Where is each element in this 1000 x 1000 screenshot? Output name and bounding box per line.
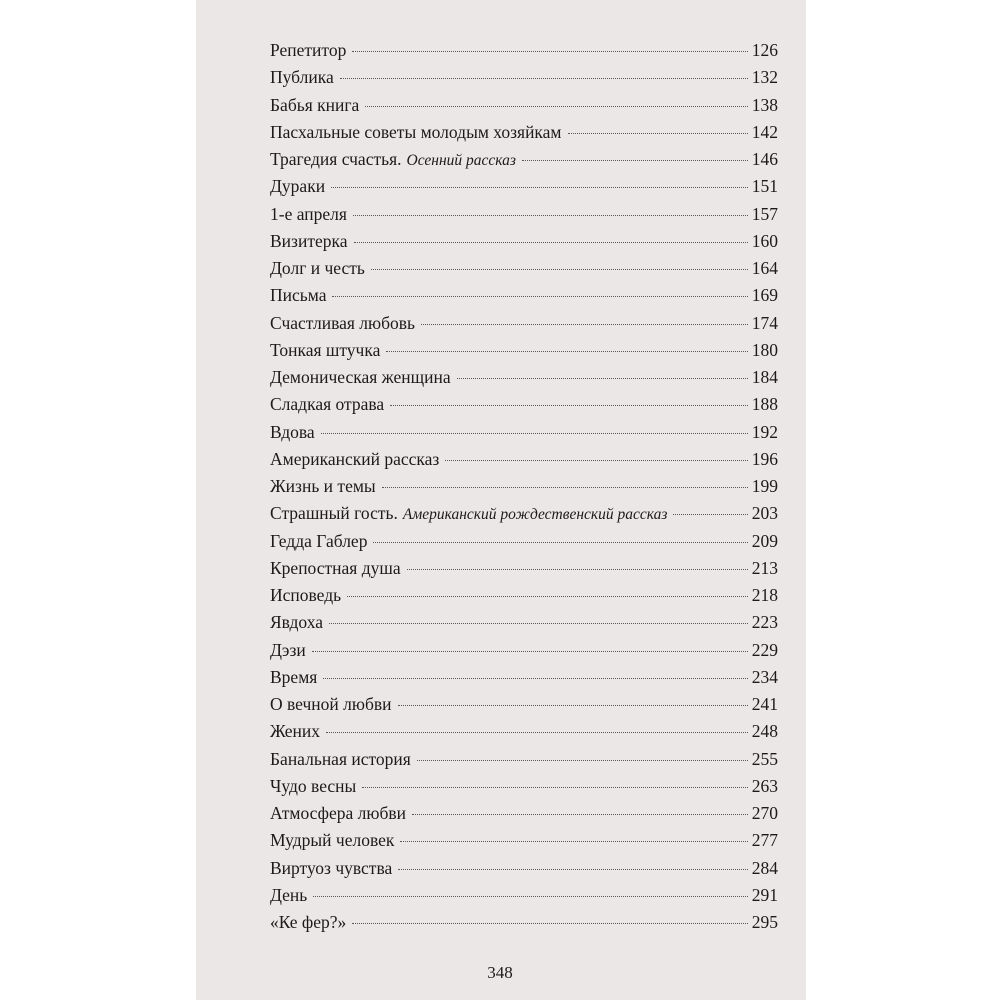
dot-leader (354, 242, 748, 243)
toc-entry (270, 830, 778, 857)
toc-entry (270, 640, 778, 667)
toc-entry-title: Гедда Габлер (270, 530, 368, 551)
toc-entry-page: 241 (751, 694, 778, 714)
dot-leader (371, 269, 748, 270)
toc-entry-page: 203 (751, 503, 778, 524)
toc-entry (270, 612, 778, 639)
dot-leader (323, 678, 747, 679)
dot-leader (390, 405, 748, 406)
toc-entry-page: 174 (751, 312, 778, 333)
dot-leader (340, 78, 748, 79)
table-of-contents (270, 40, 778, 939)
toc-entry (270, 340, 778, 367)
dot-leader (386, 351, 747, 352)
toc-entry-page: 213 (751, 557, 778, 578)
toc-entry (270, 749, 778, 776)
dot-leader (398, 869, 747, 870)
toc-entry-page: 157 (751, 203, 778, 224)
dot-leader (321, 433, 748, 434)
toc-entry-title: Атмосфера любви (270, 803, 406, 823)
toc-entry (270, 394, 778, 421)
dot-leader (332, 296, 747, 297)
toc-entry (270, 721, 778, 748)
toc-entry (270, 449, 778, 476)
toc-entry-page: 255 (751, 748, 778, 769)
dot-leader (362, 787, 747, 788)
toc-entry-title: Жизнь и темы (270, 476, 376, 496)
dot-leader (352, 51, 747, 52)
toc-entry-page: 192 (751, 421, 778, 442)
toc-entry-title: Чудо весны (270, 775, 357, 796)
dot-leader (421, 324, 748, 325)
toc-entry (270, 367, 778, 394)
dot-leader (412, 814, 748, 815)
dot-leader (365, 106, 747, 107)
toc-entry-title: 1-е апреля (270, 203, 347, 224)
toc-entry (270, 95, 778, 122)
toc-entry-page: 126 (751, 40, 778, 60)
dot-leader (329, 623, 748, 624)
toc-entry (270, 694, 778, 721)
toc-entry-page: 218 (751, 585, 778, 605)
dot-leader (568, 133, 748, 134)
toc-entry (270, 776, 778, 803)
toc-entry (270, 585, 778, 612)
toc-entry-title: Банальная история (270, 748, 411, 769)
toc-entry-title: Явдоха (270, 612, 324, 633)
toc-entry (270, 40, 778, 67)
dot-leader (457, 378, 748, 379)
toc-entry-page: 229 (751, 639, 778, 660)
toc-entry-title: Визитерка (270, 230, 348, 251)
toc-entry-page: 291 (751, 884, 778, 905)
toc-entry-title: Жених (270, 721, 321, 742)
dot-leader (673, 514, 747, 515)
toc-entry-page: 223 (751, 612, 778, 633)
toc-entry (270, 204, 778, 231)
toc-entry (270, 422, 778, 449)
toc-entry-page: 142 (751, 121, 778, 142)
toc-entry (270, 558, 778, 585)
dot-leader (522, 160, 748, 161)
toc-entry (270, 476, 778, 503)
toc-entry-title: Долг и честь (270, 258, 365, 278)
dot-leader (445, 460, 747, 461)
toc-entry-page: 209 (751, 530, 778, 551)
dot-leader (352, 923, 747, 924)
toc-entry-title: Страшный гость. (270, 503, 398, 524)
toc-entry-title: Мудрый человек (270, 830, 395, 851)
dot-leader (326, 732, 748, 733)
toc-entry (270, 149, 778, 176)
toc-entry (270, 858, 778, 885)
toc-entry-subtitle: Осенний рассказ (406, 152, 516, 169)
toc-entry (270, 531, 778, 558)
toc-entry-title: Американский рассказ (270, 448, 440, 469)
toc-entry-page: 188 (751, 394, 778, 415)
toc-entry-page: 169 (751, 285, 778, 306)
toc-entry-title: Крепостная душа (270, 557, 401, 578)
toc-entry-page: 151 (751, 176, 778, 197)
toc-entry-page: 248 (751, 721, 778, 742)
toc-entry-page: 295 (751, 912, 778, 932)
dot-leader (407, 569, 748, 570)
page-number: 348 (487, 963, 513, 982)
toc-entry-title: Вдова (270, 421, 315, 442)
dot-leader (373, 542, 747, 543)
toc-entry (270, 176, 778, 203)
toc-entry-page: 184 (751, 367, 778, 387)
toc-entry-page: 132 (751, 67, 778, 88)
toc-entry-title: Публика (270, 67, 334, 88)
dot-leader (347, 596, 748, 597)
toc-entry (270, 667, 778, 694)
dot-leader (400, 841, 747, 842)
toc-entry-page: 164 (751, 258, 778, 278)
dot-leader (417, 760, 748, 761)
toc-entry-title: Бабья книга (270, 94, 360, 115)
dot-leader (398, 705, 748, 706)
toc-entry (270, 313, 778, 340)
toc-entry-title: Репетитор (270, 40, 347, 60)
toc-entry (270, 122, 778, 149)
toc-entry-title: Исповедь (270, 585, 342, 605)
toc-entry-title: Счастливая любовь (270, 312, 416, 333)
toc-entry-title: О вечной любви (270, 694, 392, 714)
toc-entry-page: 263 (751, 775, 778, 796)
toc-entry (270, 67, 778, 94)
toc-entry-page: 138 (751, 94, 778, 115)
dot-leader (353, 215, 748, 216)
toc-entry-title: День (270, 884, 308, 905)
toc-entry-page: 234 (751, 666, 778, 687)
toc-entry-page: 284 (751, 857, 778, 878)
toc-entry-subtitle: Американский рождественский рассказ (402, 506, 668, 524)
toc-entry-title: «Ке фер?» (270, 912, 347, 932)
toc-entry (270, 912, 778, 939)
toc-entry-title: Дэзи (270, 639, 306, 660)
toc-entry-title: Трагедия счастья. (270, 149, 402, 169)
toc-entry (270, 803, 778, 830)
toc-entry-page: 160 (751, 230, 778, 251)
toc-entry (270, 885, 778, 912)
dot-leader (312, 651, 748, 652)
toc-entry (270, 503, 778, 530)
toc-entry-title: Виртуоз чувства (270, 857, 393, 878)
dot-leader (331, 187, 748, 188)
toc-entry-page: 180 (751, 339, 778, 360)
toc-entry-title: Демоническая женщина (270, 367, 451, 387)
toc-entry-page: 146 (751, 149, 778, 169)
toc-entry-page: 199 (751, 476, 778, 496)
toc-entry-title: Тонкая штучка (270, 339, 381, 360)
toc-entry (270, 285, 778, 312)
toc-entry (270, 231, 778, 258)
dot-leader (382, 487, 748, 488)
toc-entry-title: Пасхальные советы молодым хозяйкам (270, 121, 562, 142)
toc-entry (270, 258, 778, 285)
toc-entry-page: 277 (751, 830, 778, 851)
toc-entry-page: 196 (751, 448, 778, 469)
toc-entry-title: Сладкая отрава (270, 394, 385, 415)
toc-entry-page: 270 (751, 803, 778, 823)
toc-entry-title: Время (270, 666, 318, 687)
dot-leader (313, 896, 747, 897)
toc-entry-title: Дураки (270, 176, 326, 197)
toc-entry-title: Письма (270, 285, 327, 306)
